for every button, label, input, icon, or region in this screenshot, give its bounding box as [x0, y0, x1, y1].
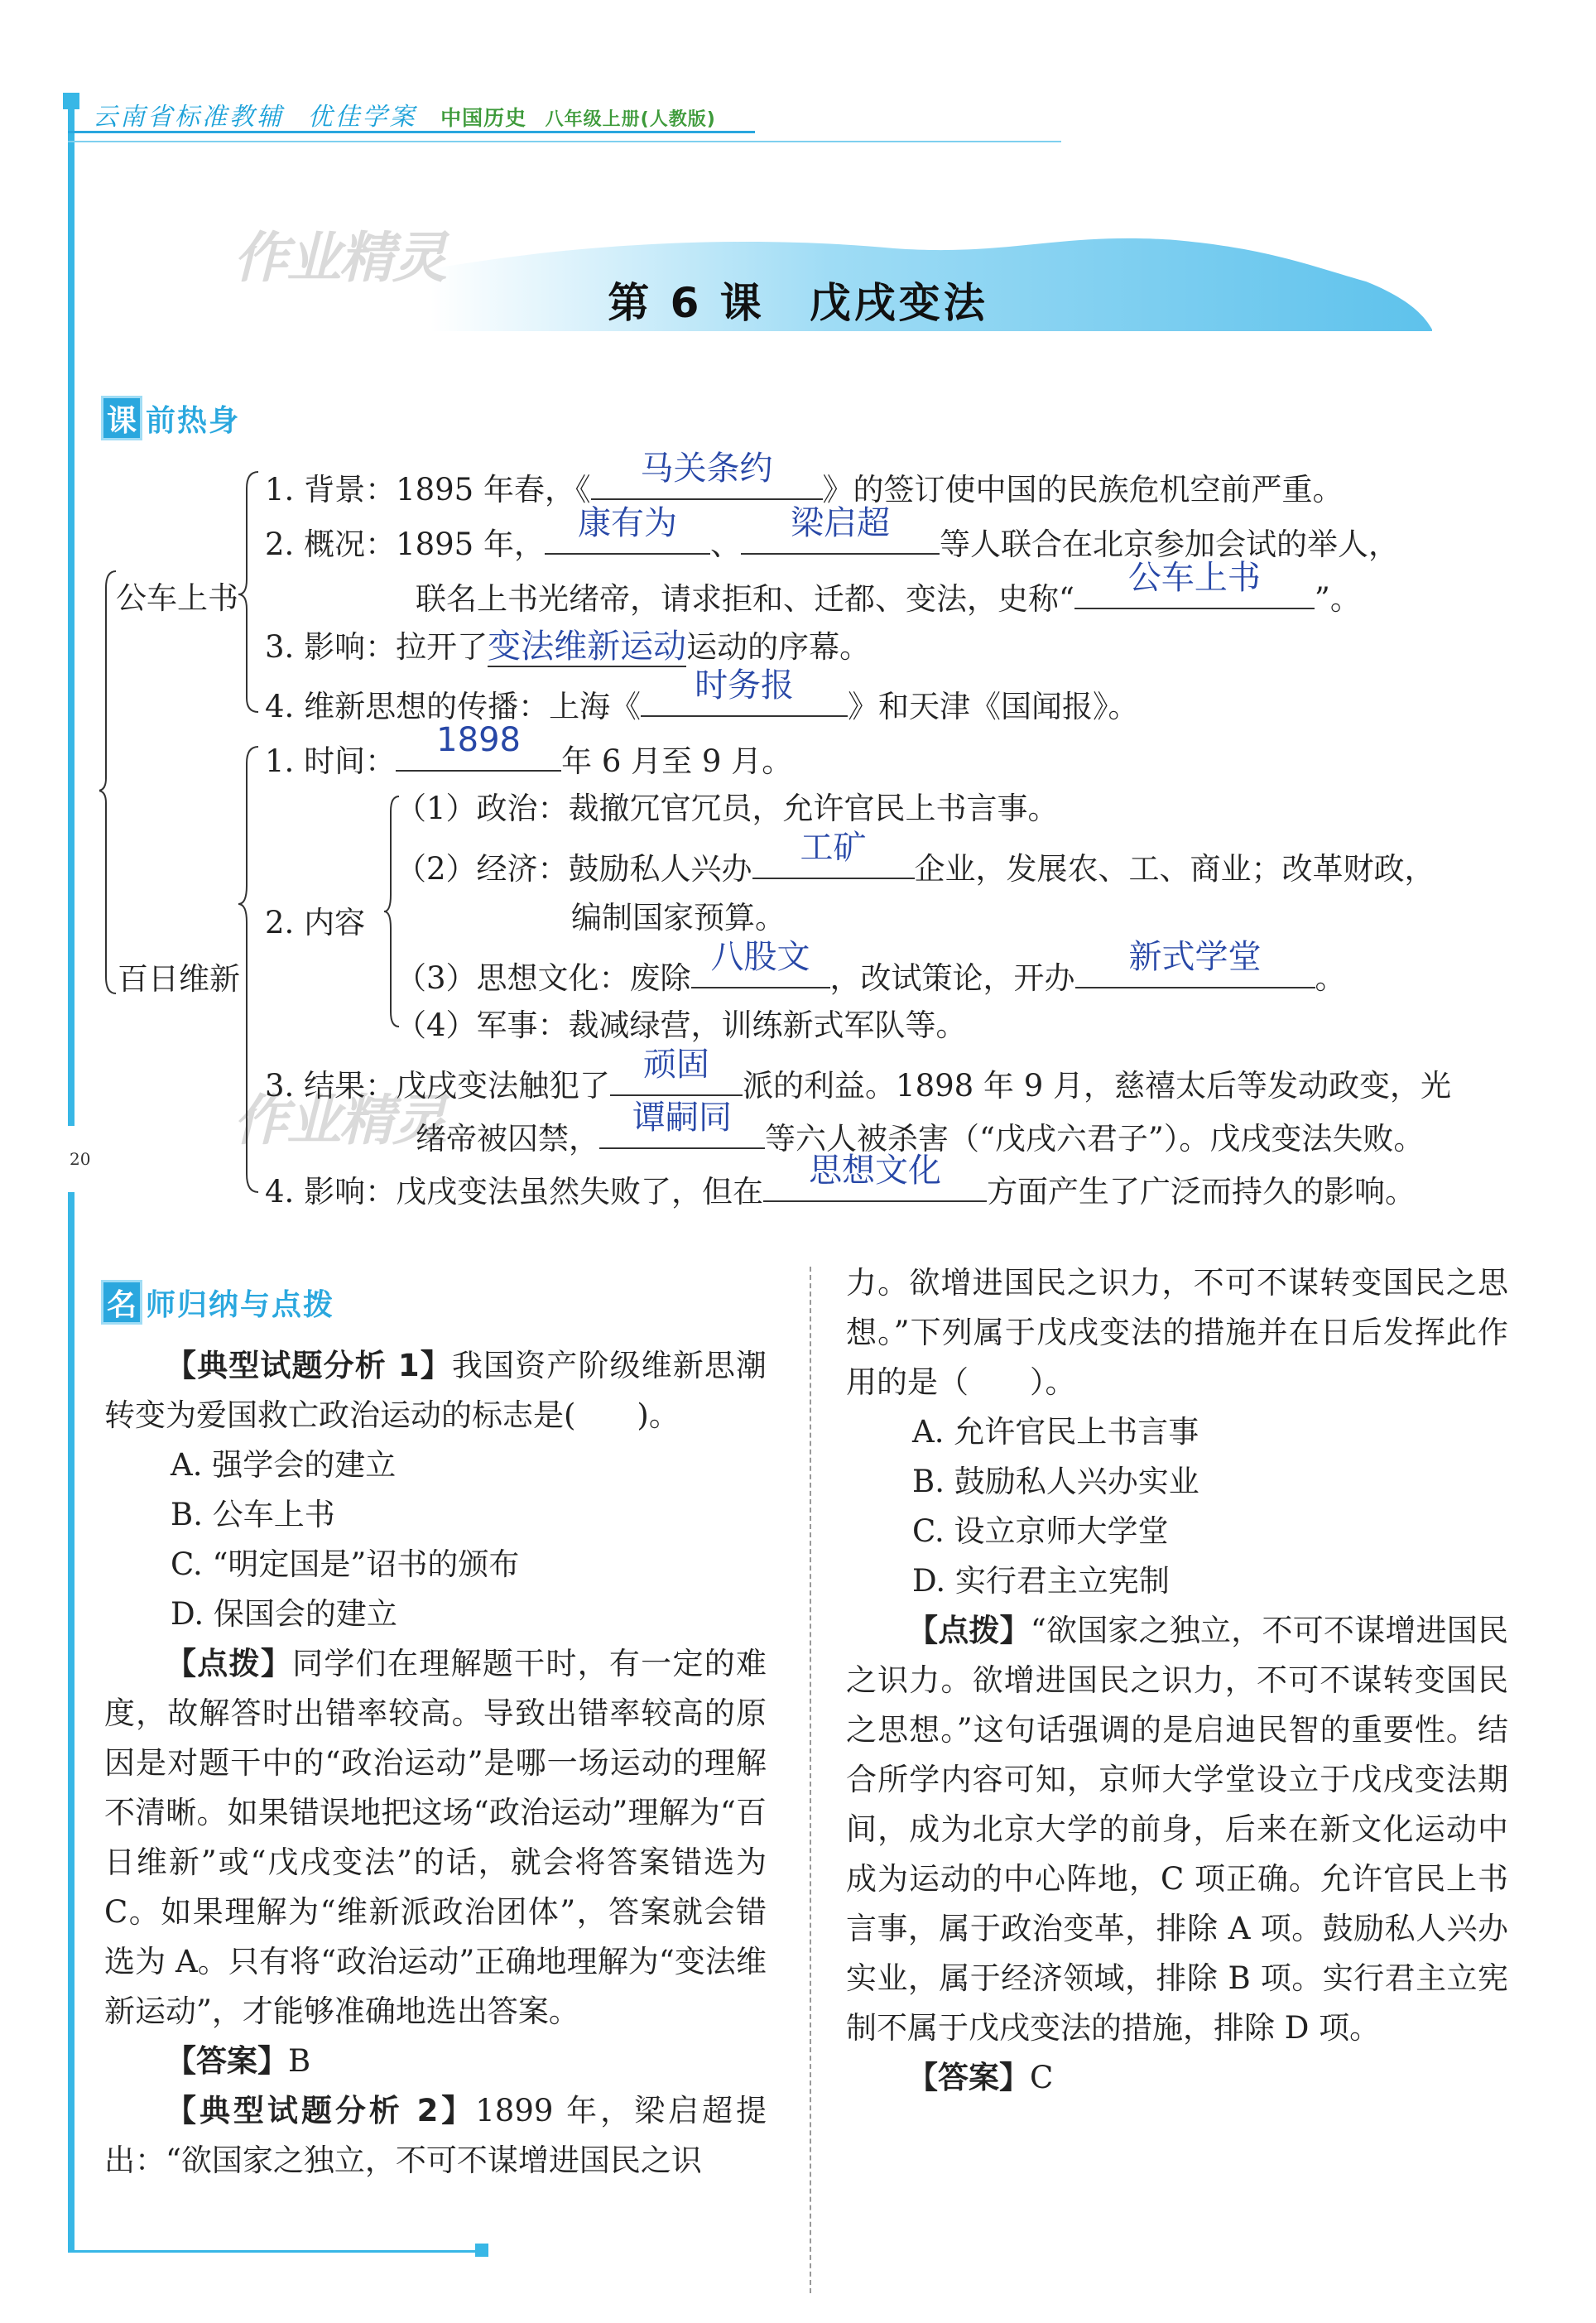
line6-pre: 1. 时间：	[265, 743, 397, 779]
line12-pre: 3. 结果：戊戌变法触犯了	[265, 1068, 611, 1104]
line14-post: 方面产生了广泛而持久的影响。	[987, 1174, 1416, 1210]
outline-line-9	[571, 897, 786, 939]
answer-xinshixuetang: 新式学堂	[1128, 938, 1262, 976]
q2-option-c: C. 设立京师大学堂	[912, 1513, 1169, 1549]
line13-post: 等六人被杀害（“戊戌六君子”）。戊戌变法失败。	[765, 1121, 1425, 1157]
section-teacher-title: 师归纳与点拨	[146, 1287, 335, 1322]
answer-sixiangwenhua: 思想文化	[809, 1152, 942, 1190]
line10-post: 。	[1315, 960, 1346, 996]
answer-maguan: 马关条约	[640, 450, 773, 488]
line2-sep: 、	[710, 527, 741, 562]
left-frame-bar-bottom	[68, 1192, 75, 2252]
answer-wangu: 顽固	[643, 1046, 710, 1084]
answer-bianfa: 变法维新运动	[488, 628, 687, 666]
q1-hint	[104, 1639, 767, 2037]
line2-post: 等人联合在北京参加会试的举人，	[940, 527, 1399, 562]
line5-pre: 4. 维新思想的传播：上海《	[265, 689, 642, 724]
outline-line-12	[265, 1046, 1452, 1107]
line12-post: 派的利益。1898 年 9 月，慈禧太后等发动政变，光	[743, 1068, 1452, 1104]
corner-square	[63, 93, 79, 109]
outline-line-6	[265, 721, 793, 782]
blank-sixiangwenhua	[763, 1152, 987, 1202]
q2-stem-cont: 力。欲增进国民之识力，不可不谋转变国民之思想。”下列属于戊戌变法的措施并在日后发挥此作用的是（ ）。	[846, 1265, 1508, 1400]
answer-baguwen: 八股文	[710, 938, 810, 976]
header-brand: 云南省标准教辅	[93, 103, 284, 132]
content-label: 2. 内容	[265, 905, 366, 940]
q2-stem-start	[104, 2086, 767, 2186]
answer-gongche: 公车上书	[1127, 559, 1261, 597]
line14-pre: 4. 影响：戊戌变法虽然失败了，但在	[265, 1174, 764, 1210]
line1-pre: 1. 背景：1895 年春，《	[265, 472, 591, 507]
column-separator	[810, 1267, 813, 2293]
group-label-bairi: 百日维新	[118, 961, 240, 997]
outline-line-7	[396, 788, 1059, 830]
q1-option-c: C. “明定国是”诏书的颁布	[171, 1546, 520, 1582]
blank-gongkuang	[752, 829, 915, 879]
group-label-gongche: 公车上书	[116, 580, 238, 616]
blank-xinshixuetang	[1075, 938, 1315, 988]
line7-text: （1）政治：裁撤冗官冗员，允许官民上书言事。	[396, 791, 1059, 826]
line10-pre: （3）思想文化：废除	[396, 960, 691, 996]
q1-hint-label: 【点拨】	[166, 1646, 293, 1681]
answer-gongkuang: 工矿	[800, 829, 867, 867]
line6-post: 年 6 月至 9 月。	[561, 743, 793, 779]
outline-line-14	[265, 1152, 1416, 1213]
outline-line-8	[396, 829, 1435, 890]
outline-line-10	[396, 938, 1346, 999]
blank-gongche	[1074, 559, 1315, 609]
q1-option-a: A. 强学会的建立	[171, 1447, 397, 1483]
outline-line-3	[416, 559, 1361, 620]
header-rule-thin	[68, 141, 1061, 142]
q2-label: 【典型试题分析 2】	[166, 2093, 476, 2128]
page-number: 20	[70, 1149, 91, 1169]
q2-option-d: D. 实行君主立宪制	[912, 1563, 1170, 1599]
footer-square	[475, 2244, 488, 2257]
section-teacher-icon: 名	[101, 1280, 142, 1325]
q2-answer	[846, 2053, 1508, 2103]
section-warmup-icon: 课	[101, 396, 142, 440]
line8-post: 企业，发展农、工、商业；改革财政，	[914, 851, 1435, 887]
header-series: 优佳学案	[307, 103, 417, 132]
q1-label: 【典型试题分析 1】	[166, 1348, 452, 1383]
q1-text: 我国资产阶级维新思潮转变为爱国救亡政治运动的标志是( )。	[104, 1348, 767, 1433]
blank-maguan	[591, 450, 823, 500]
right-column	[846, 1258, 1508, 2103]
answer-liangqichao: 梁启超	[791, 504, 890, 542]
line2-pre: 2. 概况：1895 年，	[265, 527, 545, 562]
q1-answer	[104, 2037, 767, 2086]
blank-tansitong	[599, 1099, 765, 1149]
answer-shiwubao: 时务报	[695, 666, 795, 705]
q2-answer-label: 【答案】	[907, 2060, 1030, 2095]
answer-1898: 1898	[436, 721, 521, 759]
outline-line-11	[396, 1005, 967, 1046]
q2-answer-value: C	[1030, 2060, 1054, 2095]
watermark-middle: 作业精灵	[233, 1089, 445, 1152]
lesson-title: 第 6 课 戊戌变法	[608, 279, 988, 327]
left-column	[104, 1341, 767, 2186]
q1-stem	[104, 1341, 767, 1440]
left-frame-bar-top	[68, 99, 75, 1126]
blank-wangu	[610, 1046, 743, 1096]
line11-text: （4）军事：裁减绿营，训练新式军队等。	[396, 1008, 967, 1043]
q1-hint-text: 同学们在理解题干时，有一定的难度，故解答时出错率较高。导致出错率较高的原因是对题干中的“政治运动”是哪一场运动的理解不清晰。如果错误地把这场“政治运动”理解为“百日维新”或“戊戌变法”的话，就会将答案错选为 C。如果理解为“维新派政治团体”，答案就会错选为 A。只有将“政治运动”正确地理解为“变法维新运动”，才能够准确地选出答案。	[104, 1646, 767, 2029]
section-warmup-head	[101, 396, 240, 440]
line4-post: 运动的序幕。	[686, 629, 871, 665]
q2-text-start: 1899 年，梁启超提出：“欲国家之独立，不可不谋增进国民之识	[104, 2093, 767, 2178]
q2-option-a: A. 允许官民上书言事	[912, 1414, 1199, 1450]
outline-line-5	[265, 666, 1139, 728]
section-warmup-title: 前热身	[146, 403, 241, 438]
blank-baguwen	[691, 938, 830, 988]
watermark-top: 作业精灵	[233, 226, 445, 290]
section-teacher-head	[101, 1280, 334, 1325]
answer-kangyouwei: 康有为	[578, 504, 677, 542]
q2-hint-text: “欲国家之独立，不可不谋增进国民之识力。欲增进国民之识力，不可不谋转变国民之思想。”这句话强调的是启迪民智的重要性。结合所学内容可知，京师大学堂设立于戊戌变法期间，成为北京大学的前身，后来在新文化运动中成为运动的中心阵地，C 项正确。允许官民上书言事，属于政治变革，排除 A 项。鼓励私人兴办实业，属于经济领域，排除 B 项。实行君主立宪制不属于戊戌变法的措施，排除 D 项。	[846, 1613, 1508, 2046]
line4-pre: 3. 影响：拉开了	[265, 629, 488, 665]
line10-mid: ，改试策论，开办	[829, 960, 1075, 996]
q2-hint-label: 【点拨】	[907, 1613, 1031, 1648]
line5-post: 》和天津《国闻报》。	[848, 689, 1139, 724]
blank-liangqichao	[741, 504, 940, 555]
q2-option-b: B. 鼓励私人兴办实业	[912, 1464, 1199, 1499]
line9-text: 编制国家预算。	[571, 900, 786, 935]
line3-post: ”。	[1314, 581, 1361, 617]
q1-answer-value: B	[288, 2043, 311, 2079]
q1-answer-label: 【答案】	[166, 2043, 288, 2079]
answer-tansitong: 谭嗣同	[632, 1099, 732, 1137]
header-grade: 八年级上册(人教版)	[545, 109, 716, 130]
q1-option-b: B. 公车上书	[171, 1497, 335, 1532]
line3-pre: 联名上书光绪帝，请求拒和、迁都、变法，史称“	[416, 581, 1074, 617]
q1-option-d: D. 保国会的建立	[171, 1596, 397, 1632]
q2-hint	[846, 1606, 1508, 2053]
header-subject: 中国历史	[440, 106, 527, 130]
line13-pre: 绪帝被囚禁，	[416, 1121, 599, 1157]
footer-rule	[68, 2250, 482, 2253]
line8-pre: （2）经济：鼓励私人兴办	[396, 851, 752, 887]
outline-line-4	[265, 626, 870, 668]
blank-1898	[396, 721, 561, 772]
blank-shiwubao	[641, 666, 848, 717]
header	[93, 96, 716, 132]
blank-kangyouwei	[545, 504, 710, 555]
line1-post: 》的签订使中国的民族危机空前严重。	[822, 472, 1344, 507]
